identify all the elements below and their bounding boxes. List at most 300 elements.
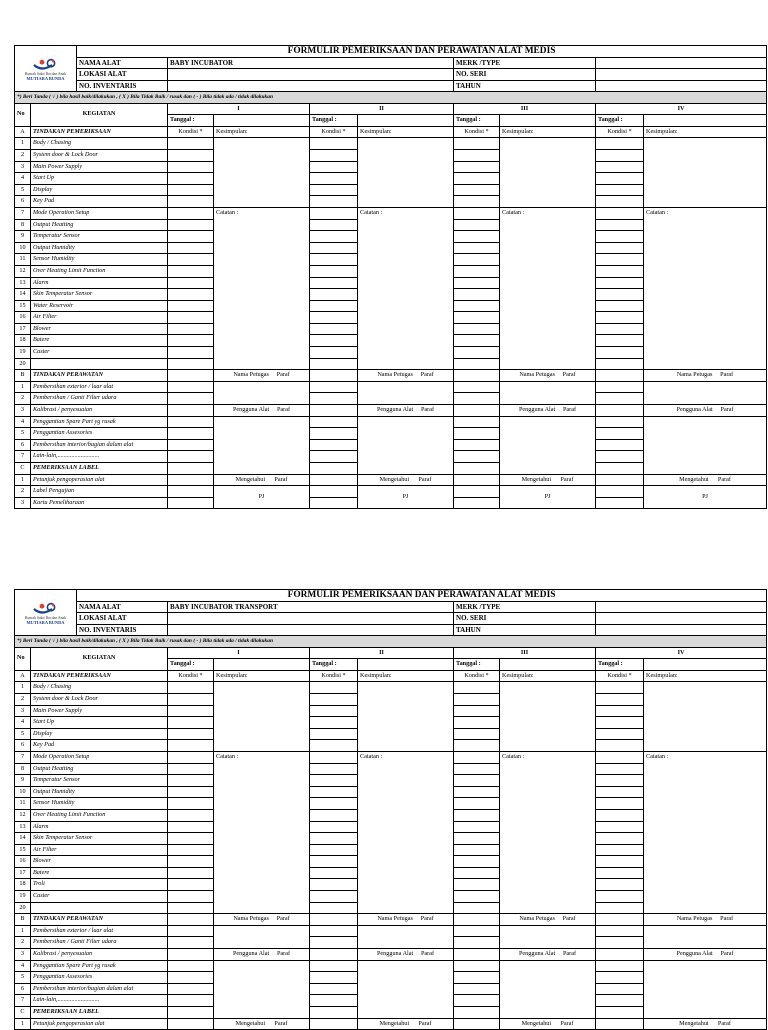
kondisi-input[interactable] [596,682,644,694]
check-input[interactable] [454,451,500,463]
spacer [310,914,358,926]
kondisi-input[interactable] [310,173,358,185]
kondisi-input[interactable] [454,335,500,347]
kondisi-input[interactable] [596,879,644,891]
tanggal-input[interactable] [644,659,767,671]
kondisi-input[interactable] [310,879,358,891]
catatan-area[interactable]: Catatan : [358,751,454,913]
check-input[interactable] [596,972,644,984]
field-value[interactable] [168,624,454,636]
check-input[interactable] [168,995,214,1007]
check-input[interactable] [310,428,358,440]
kondisi-input[interactable] [454,231,500,243]
kondisi-input[interactable] [168,196,214,208]
kondisi-input[interactable] [168,173,214,185]
catatan-area[interactable]: Catatan : [500,751,596,913]
check-input[interactable] [596,393,644,405]
check-input[interactable] [168,960,214,972]
kondisi-input[interactable] [310,149,358,161]
kondisi-input[interactable] [596,705,644,717]
kondisi-input[interactable] [168,833,214,845]
kondisi-input[interactable] [454,682,500,694]
kesimpulan-area[interactable] [358,138,454,208]
kondisi-input[interactable] [454,277,500,289]
kondisi-input[interactable] [454,207,500,219]
catatan-area[interactable]: Catatan : [214,751,310,913]
kesimpulan-area[interactable] [500,682,596,752]
kondisi-input[interactable] [310,821,358,833]
kondisi-input[interactable] [310,786,358,798]
kondisi-input[interactable] [168,289,214,301]
kondisi-input[interactable] [168,786,214,798]
check-input[interactable] [596,486,644,498]
kondisi-input[interactable] [168,879,214,891]
kondisi-input[interactable] [596,775,644,787]
field-value[interactable] [596,69,767,81]
check-input[interactable] [454,972,500,984]
kondisi-input[interactable] [596,728,644,740]
kondisi-input[interactable] [168,358,214,370]
check-input[interactable] [310,949,358,961]
check-input[interactable] [454,428,500,440]
signature-area[interactable] [644,925,767,948]
check-input[interactable] [454,381,500,393]
kondisi-input[interactable] [596,335,644,347]
kondisi-input[interactable] [454,312,500,324]
kondisi-input[interactable] [168,867,214,879]
check-input[interactable] [168,983,214,995]
kondisi-input[interactable] [454,242,500,254]
kondisi-input[interactable] [454,693,500,705]
catatan-area[interactable]: Catatan : [644,751,767,913]
signature-area[interactable] [358,960,454,1018]
paraf-label: Paraf [418,475,432,483]
kondisi-input[interactable] [168,751,214,763]
field-value[interactable] [596,80,767,92]
check-input[interactable] [310,405,358,417]
check-input[interactable] [310,925,358,937]
catatan-area[interactable]: Catatan : [644,207,767,369]
kondisi-input[interactable] [454,798,500,810]
check-input[interactable] [596,960,644,972]
kondisi-input[interactable] [310,219,358,231]
check-input[interactable] [168,925,214,937]
mengetahui-label: Mengetahui [679,1019,709,1027]
kondisi-input[interactable] [596,821,644,833]
check-input[interactable] [454,925,500,937]
kondisi-input[interactable] [454,879,500,891]
check-input[interactable] [454,937,500,949]
check-input[interactable] [168,937,214,949]
kesimpulan-area[interactable] [644,682,767,752]
field-value[interactable]: BABY INCUBATOR TRANSPORT [168,601,454,613]
kondisi-input[interactable] [310,705,358,717]
check-input[interactable] [310,497,358,509]
kondisi-input[interactable] [454,821,500,833]
kondisi-input[interactable] [168,809,214,821]
kondisi-input[interactable] [168,254,214,266]
check-input[interactable] [596,416,644,428]
tanggal-input[interactable] [358,115,454,127]
kondisi-input[interactable] [168,844,214,856]
kondisi-input[interactable] [168,728,214,740]
kondisi-input[interactable] [168,717,214,729]
kondisi-input[interactable] [168,231,214,243]
signature-area[interactable] [644,416,767,474]
kondisi-input[interactable] [168,740,214,752]
check-input[interactable] [596,439,644,451]
kondisi-input[interactable] [168,312,214,324]
kondisi-input[interactable] [596,809,644,821]
kondisi-input[interactable] [454,775,500,787]
kondisi-input[interactable] [310,763,358,775]
kondisi-input[interactable] [454,196,500,208]
check-input[interactable] [310,960,358,972]
kondisi-label: Kondisi * [310,670,358,682]
field-label: NAMA ALAT [77,601,168,613]
kondisi-input[interactable] [596,347,644,359]
kondisi-input[interactable] [596,242,644,254]
item-number: 4 [15,960,31,972]
kondisi-input[interactable] [168,323,214,335]
kondisi-input[interactable] [168,902,214,914]
kondisi-input[interactable] [596,902,644,914]
field-value[interactable] [596,613,767,625]
pengguna-alat-label: Pengguna Alat [232,950,270,958]
field-value[interactable]: BABY INCUBATOR [168,57,454,69]
kondisi-input[interactable] [168,347,214,359]
check-input[interactable] [596,381,644,393]
kondisi-input[interactable] [454,289,500,301]
label-item: Petunjuk pengoperasian alat [31,1018,168,1030]
kondisi-input[interactable] [168,798,214,810]
check-input[interactable] [596,428,644,440]
check-input[interactable] [596,949,644,961]
kondisi-input[interactable] [310,740,358,752]
kondisi-input[interactable] [596,289,644,301]
kesimpulan-area[interactable] [358,682,454,752]
kondisi-input[interactable] [596,856,644,868]
kondisi-input[interactable] [310,867,358,879]
check-input[interactable] [596,474,644,486]
kondisi-input[interactable] [596,358,644,370]
kondisi-input[interactable] [596,891,644,903]
tanggal-label: Tanggal : [168,115,214,127]
kondisi-input[interactable] [454,219,500,231]
kondisi-input[interactable] [454,717,500,729]
kondisi-input[interactable] [310,347,358,359]
kesimpulan-area[interactable] [214,682,310,752]
kondisi-input[interactable] [310,844,358,856]
kondisi-input[interactable] [310,717,358,729]
kondisi-input[interactable] [168,856,214,868]
check-input[interactable] [310,393,358,405]
check-input[interactable] [310,486,358,498]
kondisi-input[interactable] [596,196,644,208]
kondisi-input[interactable] [454,728,500,740]
kondisi-input[interactable] [310,184,358,196]
kondisi-input[interactable] [454,705,500,717]
kondisi-input[interactable] [310,902,358,914]
kondisi-input[interactable] [310,833,358,845]
catatan-area[interactable]: Catatan : [500,207,596,369]
kondisi-input[interactable] [596,323,644,335]
kondisi-input[interactable] [310,693,358,705]
kondisi-input[interactable] [596,693,644,705]
signature-area[interactable] [214,960,310,1018]
check-input[interactable] [310,972,358,984]
field-label: LOKASI ALAT [77,69,168,81]
kondisi-input[interactable] [454,149,500,161]
signature-area[interactable] [500,381,596,404]
maintenance-item: Penggantian Assesories [31,972,168,984]
check-input[interactable] [168,428,214,440]
check-input[interactable] [310,439,358,451]
kondisi-input[interactable] [168,335,214,347]
check-input[interactable] [168,486,214,498]
kondisi-input[interactable] [454,740,500,752]
kondisi-input[interactable] [310,265,358,277]
kondisi-input[interactable] [310,161,358,173]
check-input[interactable] [310,451,358,463]
kesimpulan-area[interactable] [500,138,596,208]
kondisi-input[interactable] [454,184,500,196]
kondisi-input[interactable] [310,335,358,347]
field-value[interactable] [168,69,454,81]
kesimpulan-area[interactable] [644,138,767,208]
check-input[interactable] [454,416,500,428]
kondisi-input[interactable] [310,856,358,868]
kondisi-input[interactable] [596,207,644,219]
kondisi-input[interactable] [596,265,644,277]
check-input[interactable] [168,451,214,463]
check-input[interactable] [310,995,358,1007]
field-value[interactable] [596,57,767,69]
check-input[interactable] [454,983,500,995]
kondisi-input[interactable] [310,809,358,821]
tanggal-label: Tanggal : [454,659,500,671]
check-input[interactable] [596,451,644,463]
kondisi-input[interactable] [168,705,214,717]
signature-area[interactable] [500,960,596,1018]
kesimpulan-area[interactable] [214,138,310,208]
kondisi-input[interactable] [596,149,644,161]
kondisi-input[interactable] [596,763,644,775]
tanggal-input[interactable] [214,659,310,671]
check-input[interactable] [168,474,214,486]
check-input[interactable] [596,925,644,937]
maintenance-item: Pembersihan interior/bagian dalam alat [31,439,168,451]
kondisi-input[interactable] [454,265,500,277]
kondisi-input[interactable] [596,786,644,798]
check-input[interactable] [454,439,500,451]
kondisi-input[interactable] [310,207,358,219]
check-input[interactable] [310,474,358,486]
kondisi-input[interactable] [596,184,644,196]
kondisi-input[interactable] [168,219,214,231]
kondisi-input[interactable] [168,821,214,833]
check-input[interactable] [310,416,358,428]
kondisi-input[interactable] [454,347,500,359]
item-number: 18 [15,879,31,891]
kondisi-input[interactable] [310,196,358,208]
kondisi-input[interactable] [454,763,500,775]
kondisi-input[interactable] [454,833,500,845]
kondisi-input[interactable] [596,312,644,324]
signature-area[interactable] [644,960,767,1018]
check-input[interactable] [596,995,644,1007]
kondisi-input[interactable] [310,728,358,740]
check-input[interactable] [596,937,644,949]
check-input[interactable] [454,486,500,498]
check-input[interactable] [454,474,500,486]
kondisi-input[interactable] [454,751,500,763]
check-input[interactable] [168,972,214,984]
kondisi-input[interactable] [168,682,214,694]
kondisi-input[interactable] [454,809,500,821]
catatan-area[interactable]: Catatan : [214,207,310,369]
kondisi-input[interactable] [310,300,358,312]
kondisi-input[interactable] [596,173,644,185]
kondisi-input[interactable] [168,149,214,161]
kondisi-input[interactable] [454,358,500,370]
check-input[interactable] [454,960,500,972]
check-input[interactable] [168,949,214,961]
kondisi-input[interactable] [596,231,644,243]
kondisi-input[interactable] [454,867,500,879]
kondisi-input[interactable] [310,277,358,289]
signature-area[interactable] [500,416,596,474]
kondisi-input[interactable] [168,300,214,312]
kondisi-input[interactable] [454,300,500,312]
kondisi-input[interactable] [310,254,358,266]
signature-area[interactable] [214,925,310,948]
signature-area[interactable] [358,925,454,948]
kondisi-input[interactable] [454,254,500,266]
tanggal-input[interactable] [214,115,310,127]
item-number: 4 [15,416,31,428]
kondisi-input[interactable] [454,161,500,173]
kondisi-input[interactable] [168,891,214,903]
kondisi-input[interactable] [596,161,644,173]
signature-area[interactable] [500,925,596,948]
kondisi-input[interactable] [454,844,500,856]
check-input[interactable] [596,497,644,509]
kondisi-input[interactable] [168,265,214,277]
kondisi-input[interactable] [168,775,214,787]
kondisi-input[interactable] [596,740,644,752]
check-input[interactable] [454,393,500,405]
kondisi-input[interactable] [596,798,644,810]
kondisi-input[interactable] [454,138,500,150]
kondisi-input[interactable] [596,833,644,845]
kesimpulan-label: Kesimpulan: [214,670,310,682]
kondisi-input[interactable] [454,891,500,903]
check-input[interactable] [168,381,214,393]
kondisi-input[interactable] [596,751,644,763]
field-value[interactable] [168,613,454,625]
kondisi-input[interactable] [168,242,214,254]
kondisi-input[interactable] [168,693,214,705]
kondisi-input[interactable] [596,717,644,729]
kondisi-input[interactable] [454,323,500,335]
kondisi-input[interactable] [596,219,644,231]
tanggal-input[interactable] [500,115,596,127]
kondisi-input[interactable] [310,138,358,150]
check-input[interactable] [168,393,214,405]
tanggal-input[interactable] [500,659,596,671]
check-input[interactable] [168,497,214,509]
check-input[interactable] [310,983,358,995]
kondisi-input[interactable] [310,242,358,254]
kondisi-input[interactable] [168,277,214,289]
field-value[interactable] [168,80,454,92]
tanggal-input[interactable] [358,659,454,671]
kondisi-input[interactable] [310,682,358,694]
kondisi-input[interactable] [168,138,214,150]
kondisi-input[interactable] [454,856,500,868]
kondisi-input[interactable] [596,300,644,312]
kondisi-label: Kondisi * [454,670,500,682]
catatan-area[interactable]: Catatan : [358,207,454,369]
kondisi-input[interactable] [596,844,644,856]
check-input[interactable] [454,497,500,509]
field-value[interactable] [596,601,767,613]
check-input[interactable] [310,381,358,393]
signature-area[interactable] [358,416,454,474]
kondisi-input[interactable] [168,763,214,775]
kondisi-input[interactable] [310,775,358,787]
kondisi-input[interactable] [310,289,358,301]
kondisi-input[interactable] [310,891,358,903]
kondisi-input[interactable] [596,254,644,266]
kondisi-input[interactable] [454,902,500,914]
tanggal-input[interactable] [644,115,767,127]
kondisi-input[interactable] [310,358,358,370]
kondisi-input[interactable] [596,277,644,289]
check-input[interactable] [454,949,500,961]
check-input[interactable] [168,405,214,417]
check-input[interactable] [454,405,500,417]
field-value[interactable] [596,624,767,636]
kondisi-input[interactable] [596,138,644,150]
kondisi-input[interactable] [310,751,358,763]
signature-area[interactable] [214,416,310,474]
kondisi-label: Kondisi * [168,670,214,682]
tanggal-label: Tanggal : [168,659,214,671]
kondisi-input[interactable] [168,161,214,173]
check-input[interactable] [596,983,644,995]
signature-area[interactable] [214,381,310,404]
kondisi-input[interactable] [310,312,358,324]
check-input[interactable] [310,937,358,949]
signature-area[interactable] [358,381,454,404]
field-label: NO. SERI [454,613,596,625]
kondisi-input[interactable] [168,184,214,196]
kondisi-input[interactable] [596,867,644,879]
kondisi-input[interactable] [168,207,214,219]
kondisi-input[interactable] [454,786,500,798]
kondisi-input[interactable] [454,173,500,185]
kondisi-input[interactable] [310,798,358,810]
kondisi-input[interactable] [310,323,358,335]
kondisi-input[interactable] [310,231,358,243]
check-input[interactable] [596,405,644,417]
check-input[interactable] [168,416,214,428]
check-input[interactable] [454,995,500,1007]
signature-area[interactable] [644,381,767,404]
check-input[interactable] [168,439,214,451]
